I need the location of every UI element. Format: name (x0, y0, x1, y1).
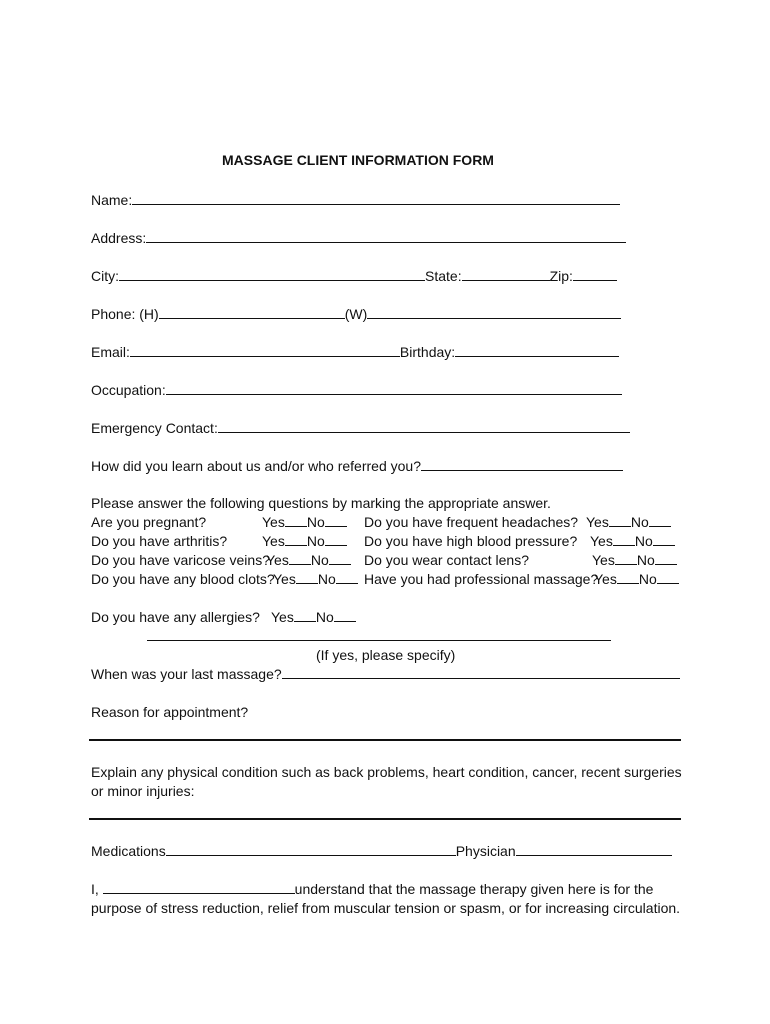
yes-label: Yes (594, 571, 617, 587)
no-blank[interactable] (329, 551, 351, 565)
zip-field[interactable] (573, 267, 617, 281)
physician-field[interactable] (516, 842, 672, 856)
reason-label: Reason for appointment? (91, 704, 249, 720)
consent-name-field[interactable] (103, 880, 295, 894)
no-blank[interactable] (334, 608, 356, 622)
city-row (91, 267, 617, 285)
yes-label: Yes (262, 533, 285, 549)
yes-no-blood-pressure (590, 532, 675, 550)
no-label: No (315, 609, 334, 625)
yes-no-allergies (271, 608, 356, 626)
yes-blank[interactable] (285, 532, 307, 546)
physician-label: Physician (455, 843, 516, 859)
yes-label: Yes (262, 514, 285, 530)
emergency-contact-label: Emergency Contact: (91, 420, 218, 436)
address-label: Address: (91, 230, 147, 246)
yes-blank[interactable] (289, 551, 311, 565)
no-blank[interactable] (336, 570, 358, 584)
last-massage-row (91, 665, 680, 683)
allergy-details-field[interactable] (147, 627, 611, 641)
yes-blank[interactable] (294, 608, 316, 622)
email-row (91, 343, 619, 361)
no-blank[interactable] (655, 551, 677, 565)
no-label: No (317, 571, 336, 587)
birthday-label: Birthday: (399, 344, 456, 360)
yes-label: Yes (590, 533, 613, 549)
yes-no-varicose-veins (266, 551, 351, 569)
last-massage-field[interactable] (282, 665, 680, 679)
consent-text-1: understand that the massage therapy given here is for the (294, 881, 654, 897)
yes-no-blood-clots (273, 570, 358, 588)
email-label: Email: (91, 344, 130, 360)
yes-blank[interactable] (617, 570, 639, 584)
question-allergies: Do you have any allergies? (91, 609, 260, 625)
conditions-text-line2: or minor injuries: (91, 783, 195, 799)
yes-blank[interactable] (613, 532, 635, 546)
yes-no-headaches (586, 513, 671, 531)
occupation-field[interactable] (166, 381, 622, 395)
question-professional-massage: Have you had professional massage? (364, 571, 599, 587)
last-massage-label: When was your last massage? (91, 666, 282, 682)
instructions: Please answer the following questions by marking the appropriate answer. (91, 495, 551, 511)
consent-line1 (91, 880, 653, 898)
yes-blank[interactable] (296, 570, 318, 584)
yes-blank[interactable] (285, 513, 307, 527)
reason-field[interactable] (89, 739, 681, 741)
yes-label: Yes (266, 552, 289, 568)
no-label: No (636, 552, 655, 568)
referral-row (91, 457, 623, 475)
referral-label: How did you learn about us and/or who referred you? (91, 458, 421, 474)
no-blank[interactable] (649, 513, 671, 527)
name-field[interactable] (132, 191, 620, 205)
yes-no-arthritis (262, 532, 347, 550)
question-varicose-veins: Do you have varicose veins? (91, 552, 270, 568)
phone-row (91, 305, 621, 323)
birthday-field[interactable] (455, 343, 619, 357)
question-blood-clots: Do you have any blood clots? (91, 571, 275, 587)
conditions-field[interactable] (89, 818, 681, 820)
no-label: No (634, 533, 653, 549)
emergency-row (91, 419, 630, 437)
medications-row (91, 842, 672, 860)
email-field[interactable] (130, 343, 400, 357)
no-blank[interactable] (653, 532, 675, 546)
city-label: City: (91, 268, 119, 284)
name-row (91, 191, 620, 209)
no-blank[interactable] (325, 513, 347, 527)
no-blank[interactable] (657, 570, 679, 584)
state-field[interactable] (462, 267, 550, 281)
yes-no-professional-massage (594, 570, 679, 588)
question-contact-lens: Do you wear contact lens? (364, 552, 529, 568)
yes-label: Yes (273, 571, 296, 587)
consent-prefix: I, (91, 881, 99, 897)
address-row (91, 229, 626, 247)
city-field[interactable] (119, 267, 425, 281)
zip-label: Zip: (549, 268, 573, 284)
yes-blank[interactable] (615, 551, 637, 565)
no-blank[interactable] (325, 532, 347, 546)
emergency-contact-field[interactable] (218, 419, 630, 433)
no-label: No (306, 533, 325, 549)
conditions-text-line1: Explain any physical condition such as back problems, heart condition, cancer, recent surgeries (91, 764, 682, 780)
yes-no-pregnant (262, 513, 347, 531)
state-label: State: (425, 268, 462, 284)
no-label: No (310, 552, 329, 568)
yes-blank[interactable] (609, 513, 631, 527)
medications-field[interactable] (166, 842, 456, 856)
yes-label: Yes (586, 514, 609, 530)
question-headaches: Do you have frequent headaches? (364, 514, 579, 530)
yes-label: Yes (271, 609, 294, 625)
consent-line2: purpose of stress reduction, relief from muscular tension or spasm, or for increasing circulation. (91, 900, 681, 916)
yes-no-contact-lens (592, 551, 677, 569)
no-label: No (638, 571, 657, 587)
occupation-row (91, 381, 622, 399)
question-blood-pressure: Do you have high blood pressure? (364, 533, 578, 549)
question-pregnant: Are you pregnant? (91, 514, 207, 530)
no-label: No (630, 514, 649, 530)
name-label: Name: (91, 192, 133, 208)
form-title: MASSAGE CLIENT INFORMATION FORM (222, 152, 494, 168)
occupation-label: Occupation: (91, 382, 166, 398)
medications-label: Medications (91, 843, 166, 859)
home-phone-field[interactable] (159, 305, 345, 319)
specify-note: (If yes, please specify) (316, 647, 456, 663)
yes-label: Yes (592, 552, 615, 568)
work-phone-field[interactable] (367, 305, 621, 319)
referral-field[interactable] (421, 457, 623, 471)
question-arthritis: Do you have arthritis? (91, 533, 228, 549)
no-label: No (306, 514, 325, 530)
work-phone-label: (W) (344, 306, 368, 322)
home-phone-label: Phone: (H) (91, 306, 159, 322)
address-field[interactable] (146, 229, 626, 243)
